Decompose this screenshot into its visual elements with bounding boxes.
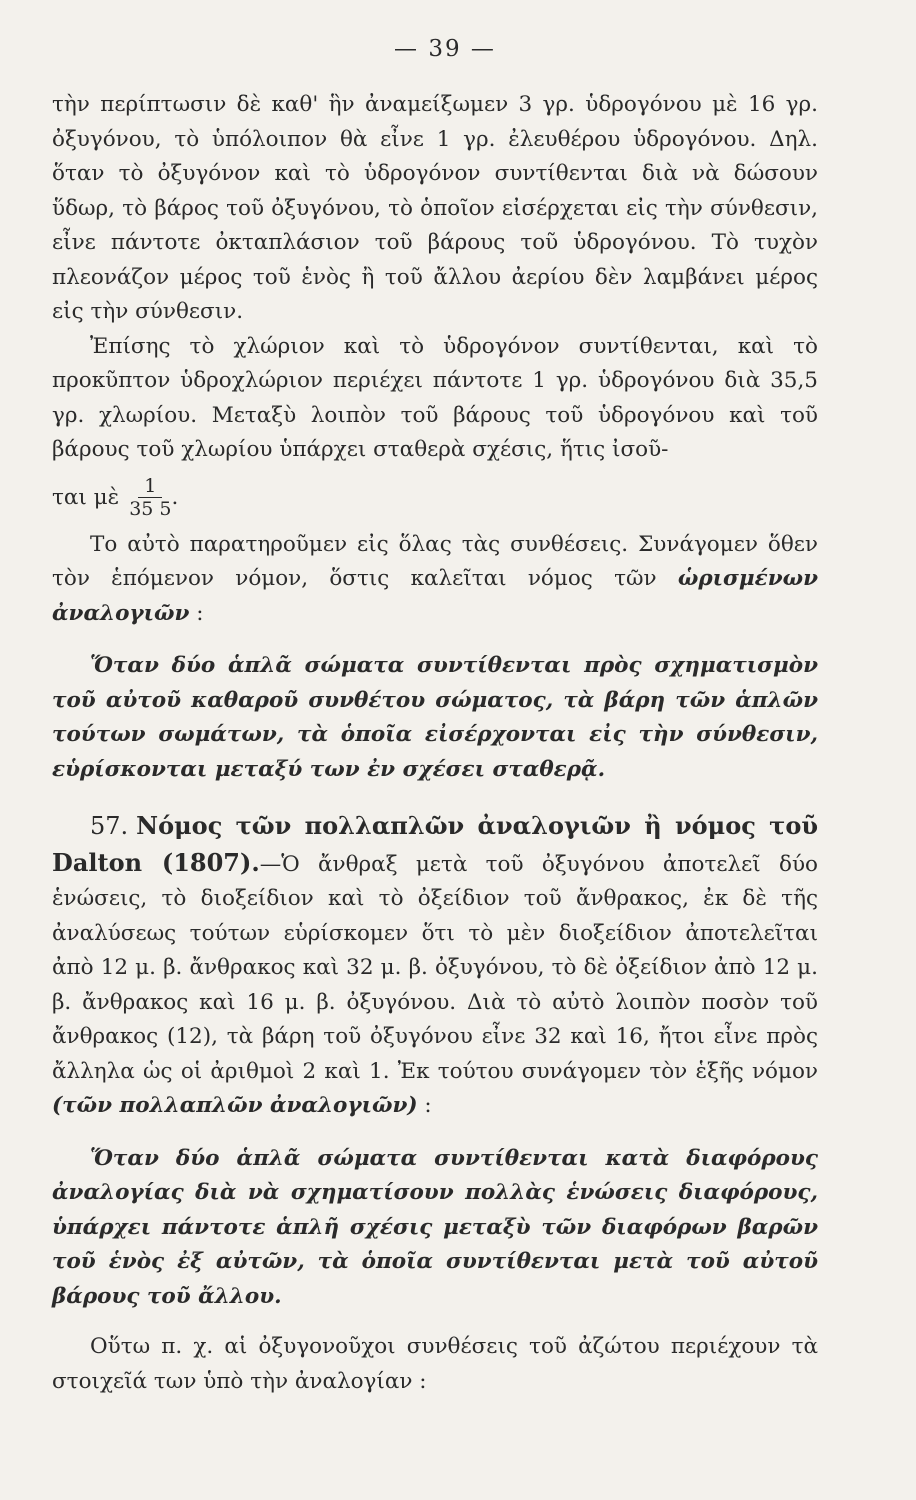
section-text-emphasis: (τῶν πολλαπλῶν ἀναλογιῶν) [52, 1093, 418, 1118]
fraction-denominator: 35 5 [129, 498, 172, 520]
paragraph-hydrogen-oxygen: τὴν περίπτωσιν δὲ καθ' ἣν ἀναμείξωμεν 3 γρ. ὑδρογόνου μὲ 16 γρ. ὀξυγόνου, τὸ ὑπόλοιπον θὰ εἶνε 1 γρ. ἐλευθέρου ὑδρογόνου. Δηλ. ὅταν τὸ ὀξυγόνον καὶ τὸ ὑδρογόνον συντίθενται διὰ νὰ δώσουν ὕδωρ, τὸ βάρος τοῦ ὀξυγόνου, τὸ ὁποῖον εἰσέρχεται εἰς τὴν σύνθεσιν, εἶνε πάντοτε ὀκταπλάσιον τοῦ βάρους τοῦ ὑδρογόνου. Τὸ τυχὸν πλεονάζον μέρος τοῦ ἑνὸς ἢ τοῦ ἄλλου ἀερίου δὲν λαμβάνει μέρος εἰς τὴν σύνθεσιν. [52, 92, 818, 324]
fraction-numerator: 1 [138, 475, 162, 498]
law-definite-proportions: Ὅταν δύο ἁπλᾶ σώματα συντίθενται πρὸς σχηματισμὸν τοῦ αὐτοῦ καθαροῦ συνθέτου σώματος, τὰ βάρη τῶν ἁπλῶν τούτων σωμάτων, τὰ ὁποῖα εἰσέρχονται εἰς τὴν σύνθεσιν, εὑρίσκονται μεταξύ των ἐν σχέσει σταθερᾷ. [52, 653, 818, 782]
paragraph-end: : [189, 600, 204, 626]
section-text-end: : [417, 1093, 432, 1118]
fraction-line [52, 468, 818, 528]
fraction-prefix: ται μὲ [52, 485, 120, 510]
fraction [129, 475, 171, 520]
fraction-suffix: . [171, 485, 179, 510]
section-title: Νόμος τῶν πολλαπλῶν ἀναλογιῶν ἢ νόμος τοῦ Dalton (1807). [52, 811, 818, 877]
paragraph-definite-proportions [52, 528, 818, 632]
section-text: —Ὁ ἄνθραξ μετὰ τοῦ ὀξυγόνου ἀποτελεῖ δύο ἑνώσεις, τὸ διοξείδιον καὶ τὸ ὀξείδιον τοῦ ἄνθρακος, ἐκ δὲ τῆς ἀναλύσεως τούτων εὑρίσκομεν ὅτι τὸ μὲν διοξείδιον ἀποτελεῖται ἀπὸ 12 μ. β. ἄνθρακος καὶ 32 μ. β. ὀξυγόνου, τὸ δὲ ὀξείδιον ἀπὸ 12 μ. β. ἄνθρακος καὶ 16 μ. β. ὀξυγόνου. Διὰ τὸ αὐτὸ λοιπὸν ποσὸν τοῦ ἄνθρακος (12), τὰ βάρη τοῦ ὀξυγόνου εἶνε 32 καὶ 16, ἤτοι εἶνε πρὸς ἄλληλα ὡς οἱ ἀριθμοὶ 2 καὶ 1. Ἐκ τούτου συνάγομεν τὸν ἑξῆς νόμον [52, 851, 818, 1084]
law-name-emphasis: ὡρισμένων ἀναλογιῶν [52, 566, 818, 626]
paragraph-chlorine: Ἐπίσης τὸ χλώριον καὶ τὸ ὑδρογόνον συντίθενται, καὶ τὸ προκῦπτον ὑδροχλώριον περιέχει πάντοτε 1 γρ. ὑδρογόνου διὰ 35,5 γρ. χλωρίου. Μεταξὺ λοιπὸν τοῦ βάρους τοῦ ὑδρογόνου καὶ τοῦ βάρους τοῦ χλωρίου ὑπάρχει σταθερὰ σχέσις, ἥτις ἰσοῦ- [52, 333, 818, 462]
section-number: 57. [90, 812, 129, 840]
law-multiple-proportions: Ὅταν δύο ἁπλᾶ σώματα συντίθενται κατὰ διαφόρους ἀναλογίας διὰ νὰ σχηματίσουν πολλὰς ἑνώσεις διαφόρους, ὑπάρχει πάντοτε ἁπλῆ σχέσις μεταξὺ τῶν διαφόρων βαρῶν τοῦ ἑνὸς ἐξ αὐτῶν, τὰ ὁποῖα συντίθενται μετὰ τοῦ αὐτοῦ βάρους τοῦ ἄλλου. [52, 1145, 818, 1309]
paragraph-text: Το αὐτὸ παρατηροῦμεν εἰς ὅλας τὰς συνθέσεις. Συνάγομεν ὅθεν τὸν ἑπόμενον νόμον, ὅστις καλεῖται νόμος τῶν [52, 531, 818, 591]
section-57 [52, 809, 818, 1124]
page-number: — 39 — [394, 36, 496, 62]
paragraph-nitrogen: Οὕτω π. χ. αἱ ὀξυγονοῦχοι συνθέσεις τοῦ ἀζώτου περιέχουν τὰ στοιχεῖά των ὑπὸ τὴν ἀναλογίαν : [52, 1334, 818, 1394]
